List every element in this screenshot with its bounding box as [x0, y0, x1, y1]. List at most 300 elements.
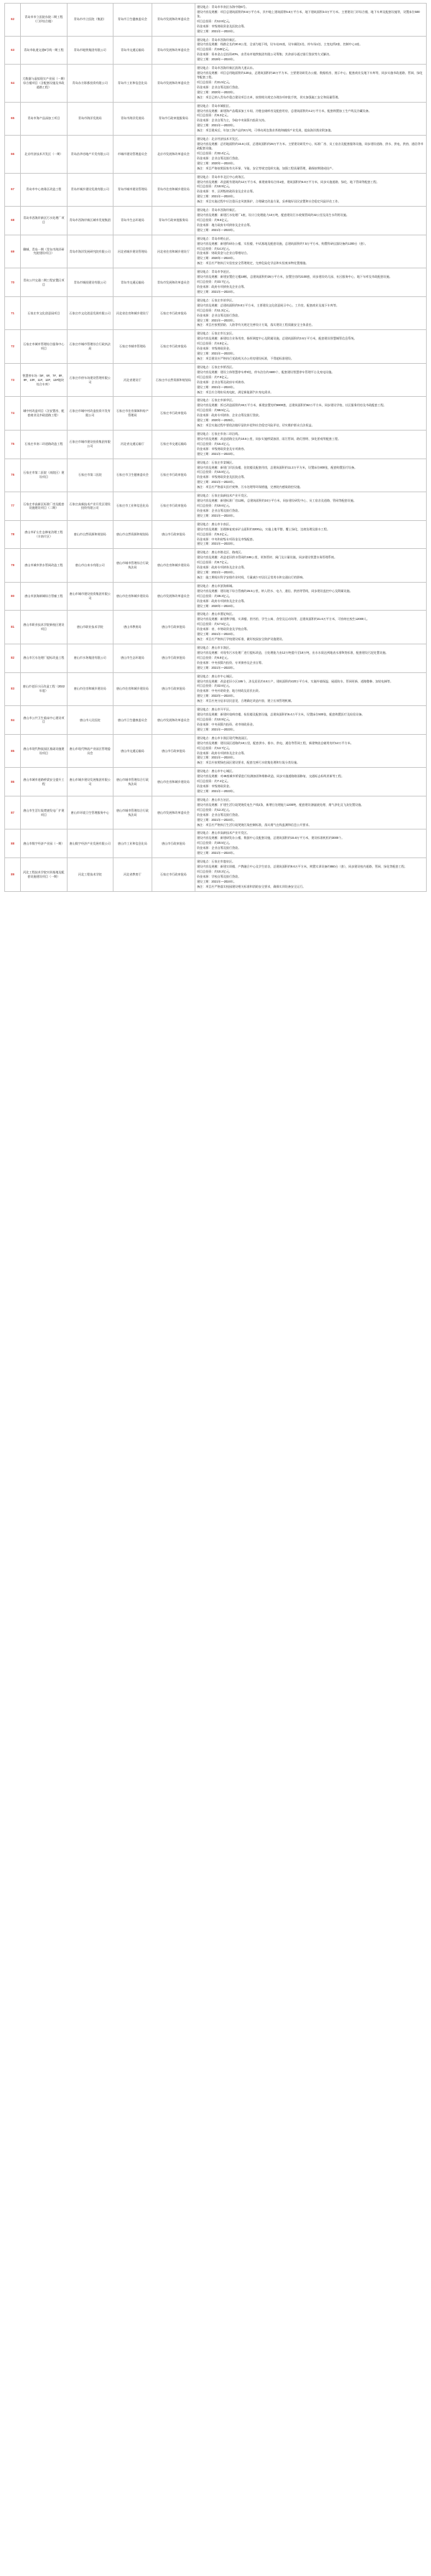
description-line: 建设内容及规模：总建筑面积约9.8万平方米，主要建设文化创意展示中心、工作室、配套商业及地下车库等。 [196, 303, 340, 307]
approval-organization: 河北省住房和城乡建设厅 [152, 235, 195, 268]
project-name: 唐山市矿山生态修复治理工程（丰南片区） [21, 520, 67, 549]
construction-unit: 唐山市水务集团有限公司 [67, 644, 113, 673]
table-row [5, 363, 427, 397]
approval-organization: 青岛市发展和改革委员会 [152, 65, 195, 102]
description-line: 建设地点：石家庄市长安区。 [196, 332, 236, 336]
project-name: 石家庄市城市管理综合服务中心项目 [21, 330, 67, 364]
approval-organization: 唐山市发展和改革委员会 [152, 796, 195, 829]
project-description [195, 672, 426, 706]
project-description [195, 734, 426, 768]
construction-unit: 青岛昌华房地产开发有限公司 [67, 136, 113, 173]
description-line: 建设地点：石家庄市新华区。 [196, 398, 236, 403]
project-name: 石家庄市南二环道路改造工程 [21, 430, 67, 459]
row-index: 62 [5, 4, 21, 37]
project-name: 唐山市现代物流园区基础设施建设项目 [21, 734, 67, 768]
description-line: 资金来源：市级财政资金。 [196, 784, 233, 789]
description-line: 建设内容及规模：建设地下综合管廊约26.5公里，纳入给水、电力、通信、供热等管线，同步建设监控中心及附属设施。 [196, 588, 353, 593]
project-name: 唐山市城市供水管网改造工程 [21, 549, 67, 583]
approval-organization: 石家庄市交通运输局 [152, 430, 195, 459]
construction-unit: 唐山市职业技术学院 [67, 611, 113, 644]
approval-organization: 唐山市行政审批局 [152, 611, 195, 644]
description-line: 建设工期：2021年—2023年。 [196, 451, 236, 456]
description-line: 建设工期：2020年—2024年。 [196, 603, 236, 608]
construction-unit: 石家庄市停车场建设管理有限公司 [67, 363, 113, 397]
project-description [195, 330, 426, 364]
approval-organization: 石家庄市自然资源和规划局 [152, 363, 195, 397]
supervising-department: 河北省城乡建设管理局 [113, 235, 152, 268]
supervising-department: 市城市建设管理委员会 [113, 136, 152, 173]
description-line: 建设地点：唐山市路北区、路南区。 [196, 550, 244, 555]
approval-organization: 唐山市行政审批局 [152, 734, 195, 768]
table-row [5, 397, 427, 431]
supervising-department: 青岛市海洋发展局 [113, 102, 152, 136]
description-line: 建设内容及规模：改造既有建筑约12万平方米，新建商务综合体1座，建筑面积约6.8万平方米，同步实施道路、绿化、地下管网等配套工程。 [196, 179, 379, 184]
construction-unit: 青岛市地铁集团有限公司 [67, 36, 113, 65]
project-description [195, 430, 426, 459]
row-index: 65 [5, 102, 21, 136]
supervising-department: 青岛市交通运输局 [113, 36, 152, 65]
description-line: 项目总投资：约12.3亿元。 [196, 807, 232, 812]
description-line: 建设内容及规模：治理修复废弃矿山面积约3200亩，实施土地平整、覆土绿化、边坡治理及排水工程。 [196, 527, 330, 531]
table-row [5, 36, 427, 65]
description-line: 建设地点：青岛市市北区中心商务区。 [196, 174, 247, 179]
table-row [5, 330, 427, 364]
supervising-department: 河北省建设厅 [113, 363, 152, 397]
approval-organization: 石家庄市行政审批局 [152, 858, 195, 892]
description-line: 建设工期：2021年—2024年。 [196, 385, 236, 389]
description-line: 项目总投资：约21.5亿元。 [196, 80, 232, 84]
project-description [195, 549, 426, 583]
project-name: 青岛市市立医院东院二期工程（门诊综合楼） [21, 4, 67, 37]
description-line: 资金来源：资本金占总投资40%，由青岛市地铁集团有限公司筹集；其余部分通过银行贷款等方式解决。 [196, 52, 333, 57]
description-line: 项目总投资：约68.5亿元。 [196, 408, 232, 413]
supervising-department: 河北省交通运输厅 [113, 430, 152, 459]
description-line: 资金来源：政府专项债券、企业自筹及银行贷款。 [196, 413, 261, 418]
approval-organization: 唐山市行政审批局 [152, 644, 195, 673]
description-line: 建设内容及规模：新建海产品精深加工车间、冷链仓储库房及配套用房，总建筑面积约4.2万平方米，配套购置加工生产线及冷藏设备。 [196, 108, 372, 113]
row-index: 85 [5, 734, 21, 768]
row-index: 82 [5, 644, 21, 673]
description-line: 建设内容及规模：新建传染病房楼、检验楼及配套设施，总建筑面积约6.4万平方米，设置床位500张，配套购置医疗及检验设备。 [196, 713, 365, 717]
description-line: 建设地点：唐山市开平区。 [196, 708, 233, 712]
description-line: 备注：项目已纳入青岛市重点建设项目名单，按照相关规定办理各项审批手续，切实加强施工安全和质量管理。 [196, 95, 341, 99]
description-line: 建设内容及规模：新建实训楼、产教融合中心及学生宿舍，总建筑面积约9.6万平方米，购置实训设备约860台（套），同步建设校内道路、管网、绿化等配套工程。 [196, 864, 407, 868]
project-name: 石家庄市文化创意园项目 [21, 296, 67, 330]
description-line: 备注：项目严格按照国家有关环保、节能、安全等规定组织实施，加强工程质量管理，确保按期建成投产。 [196, 166, 335, 170]
project-name: 唐山市滨海新城综合管廊工程 [21, 582, 67, 611]
description-line: 建设工期：2021年—2023年。 [196, 665, 236, 669]
approval-organization: 石家庄市行政审批局 [152, 459, 195, 492]
description-line: 项目总投资：约20.5亿元。 [196, 841, 232, 845]
table-row [5, 796, 427, 829]
description-line: 项目总投资：约8.7亿元。 [196, 560, 231, 565]
approval-organization: 唐山市行政审批局 [152, 520, 195, 549]
construction-unit: 石家庄高新技术产业开发区建设投资有限公司 [67, 492, 113, 521]
row-index: 88 [5, 829, 21, 858]
description-line: 项目总投资：约22.6亿元。 [196, 684, 232, 688]
approval-organization: 青岛市行政审批服务局 [152, 207, 195, 235]
table-row [5, 611, 427, 644]
description-line: 资金来源：政府专项债券及企业自筹。 [196, 565, 247, 570]
description-line: 建设地点：唐山市中心城区。 [196, 674, 236, 678]
construction-unit: 唐山数字经济产业发展有限公司 [67, 829, 113, 858]
description-line: 资金来源：企业自筹及银行贷款。 [196, 508, 241, 512]
description-line: 建设内容及规模：新建教学楼、实训楼、图书馆、学生公寓、食堂及运动场等，总建筑面积约21.6万平方米，可容纳在校生12000人。 [196, 617, 370, 621]
project-name: 唐山市公共卫生临床中心建设项目 [21, 706, 67, 735]
supervising-department: 青岛市交通运输局 [113, 268, 152, 297]
supervising-department: 唐山市教育局 [113, 611, 152, 644]
project-description [195, 459, 426, 492]
description-line: 备注：施工期间应科学安排作业时间，尽量减少对居民正常用水和交通出行的影响。 [196, 575, 306, 579]
description-line: 备注：项目应严格执行实验室安全管理规定，完善危险化学品和实验废弃物处置措施。 [196, 261, 309, 265]
approval-organization: 青岛市行政审批服务局 [152, 102, 195, 136]
table-row [5, 582, 427, 611]
construction-unit: 唐山市现代物流产业园区管理委员会 [67, 734, 113, 768]
description-line: 建设地点：石家庄市鹿泉区。 [196, 860, 236, 864]
project-description [195, 36, 426, 65]
description-line: 建设地点：青岛市城阳区。 [196, 103, 233, 108]
description-line: 建设内容及规模：新建污水处理厂1座，设计日处理能力10万吨，配套建设污水收集管网约32公里及再生水利用设施。 [196, 213, 349, 217]
construction-unit: 青岛市海洋发展研究院有限公司 [67, 235, 113, 268]
table-row [5, 102, 427, 136]
description-line: 备注：项目应严格落实校园建设相关标准和消防安全要求，确保实训设备安全运行。 [196, 884, 306, 888]
description-line: 建设地点：石家庄市桥西区。 [196, 365, 236, 369]
project-name: 青岛市西海岸新区污水处理厂项目 [21, 207, 67, 235]
construction-unit: 唐山市住房和城乡建设局 [67, 672, 113, 706]
description-line: 建设工期：2021年—2023年。 [196, 227, 236, 232]
construction-unit: 石家庄市第二医院 [67, 459, 113, 492]
description-line: 建设地点：青岛市西海岸新区。 [196, 208, 238, 212]
description-line: 资金来源：政府专项债券及企业自筹。 [196, 285, 247, 289]
description-line: 资金来源：企业自筹及银行贷款。 [196, 156, 241, 160]
row-index: 69 [5, 235, 21, 268]
project-description [195, 296, 426, 330]
supervising-department: 唐山市住房和城乡建设局 [113, 582, 152, 611]
supervising-department: 石家庄市工业和信息化局 [113, 492, 152, 521]
description-line: 建设内容及规模：改造老旧小区186个，涉及居民约4.6万户，建筑面积约420万平方米，实施外墙保温、屋面防水、管网更新、道路整修、加装电梯等。 [196, 679, 394, 683]
description-line: 建设工期：2020年—2024年。 [196, 256, 236, 260]
description-line: 建设内容及规模：建设园区道路约18公里，配套供水、排水、供电、通信等管网工程，新建物流仓储用房约12万平方米。 [196, 741, 353, 745]
construction-unit: 青岛市城乡建设发展有限公司 [67, 173, 113, 207]
approval-organization: 石家庄市行政审批局 [152, 330, 195, 364]
project-description [195, 173, 426, 207]
description-line: 建设地点：北京经济技术开发区。 [196, 137, 241, 141]
description-line: 备注：项目建成后，年加工海产品约8万吨，可带动周边渔业养殖和捕捞产业发展，提高海洋渔业附加值。 [196, 128, 334, 133]
supervising-department: 唐山市生态环境局 [113, 644, 152, 673]
description-line: 备注：项目建设应严格执行党政机关办公用房建设标准，不得超标准建设。 [196, 357, 295, 360]
table-row [5, 235, 427, 268]
supervising-department: 青岛市卫生健康委员会 [113, 4, 152, 37]
description-line: 资金来源：政府专项债券及企业自筹。 [196, 598, 247, 603]
description-line: 建设内容及规模：对现有污水处理厂进行提标改造，日处理能力由12万吨提升至18万吨，出水水质达到地表水准Ⅳ类标准，配套建设污泥处置设施。 [196, 650, 389, 654]
supervising-department: 青岛市城市建设管理局 [113, 173, 152, 207]
project-name: 青岛市轨道交通6号线一期工程 [21, 36, 67, 65]
approval-organization: 青岛市住房和城乡建设局 [152, 173, 195, 207]
description-line: 项目总投资：约7.9亿元。 [196, 375, 231, 379]
description-line: 资金来源：政府专项债券及企业自筹。 [196, 751, 247, 755]
description-line: 建设内容及规模：新建门诊医技楼、住院楼及配套用房，总建筑面积约11.2万平方米，设置床位800张，配套购置医疗设备。 [196, 465, 358, 469]
construction-unit: 唐山市城市建设投资集团有限公司 [67, 582, 113, 611]
table-row [5, 520, 427, 549]
description-line: 建设工期：2021年—2023年。 [196, 542, 236, 546]
description-line: 资金来源：企业自筹及银行贷款。 [196, 812, 241, 817]
table-row [5, 207, 427, 235]
project-name: 城中村改造项目（含安置房、配套商业及市政道路工程） [21, 397, 67, 431]
table-row [5, 644, 427, 673]
project-name: 唐山市数字经济产业园（一期） [21, 829, 67, 858]
description-line: 项目总投资：约7.4亿元。 [196, 779, 231, 784]
project-description [195, 268, 426, 297]
description-line: 项目总投资：约14.2亿元。 [196, 246, 232, 250]
supervising-department: 唐山市住房和城乡建设局 [113, 672, 152, 706]
description-line: 建设内容及规模：扩建生活垃圾焚烧发电生产线2条，新增日处理能力1200吨，配套建设渗滤液处理、烟气净化及飞灰处置设施。 [196, 802, 364, 807]
description-line: 建设工期：2021年—2023年。 [196, 318, 236, 322]
project-name: 大数据与虚拟现实产业园（一期）综合楼项目（含配套设施及市政道路工程） [21, 65, 67, 102]
description-line: 建设地点：唐山市中心城区。 [196, 769, 236, 774]
description-line: 建设内容及规模：改造老旧供水管网约186公里，更换管材、阀门及计量设施，同步建设智慧水务管理系统。 [196, 555, 338, 560]
project-name: 青岛公共交通二期工程安置区项目 [21, 268, 67, 297]
row-index: 78 [5, 520, 21, 549]
supervising-department: 唐山市城市管理综合行政执法局 [113, 768, 152, 796]
row-index: 89 [5, 858, 21, 892]
description-line: 建设工期：2020年—2023年。 [196, 90, 236, 94]
approval-organization: 唐山市行政审批局 [152, 672, 195, 706]
row-index: 81 [5, 611, 21, 644]
description-line: 资金来源：财政资金与企业自筹相结合。 [196, 251, 250, 255]
description-line: 项目总投资：约17.5亿元。 [196, 622, 232, 626]
description-line: 项目总投资：约15.8亿元。 [196, 470, 232, 474]
table-row [5, 136, 427, 173]
project-description [195, 363, 426, 397]
description-line: 项目总投资：约18.9亿元。 [196, 184, 232, 189]
supervising-department: 青岛市工业和信息化局 [113, 65, 152, 102]
row-index: 64 [5, 65, 21, 102]
construction-unit: 唐山市人民医院 [67, 706, 113, 735]
description-line: 备注：项目应严格执行生活垃圾焚烧污染控制标准，落实烟气在线监测和信息公开要求。 [196, 822, 312, 827]
description-line: 项目总投资：约12.8亿元。 [196, 19, 232, 23]
project-description [195, 136, 426, 173]
project-name: 聊城、青岛一期（青岛市海洋研究院建设项目） [21, 235, 67, 268]
description-line: 建设地点：青岛市西海岸新区滨海大道以东。 [196, 66, 256, 70]
description-line: 建设内容及规模：拆迁改造面积约46万平方米，新建安置房约5800套，总建筑面积约62万平方米，同步建设学校、社区服务用房及市政配套工程。 [196, 403, 386, 408]
description-line: 项目总投资：约6.8亿元。 [196, 655, 231, 659]
approval-organization: 唐山市住房和城乡建设局 [152, 768, 195, 796]
description-line: 资金来源：市、区两级财政资金及企业自筹。 [196, 189, 256, 194]
description-line: 建设内容及规模：对48座城市桥梁进行检测加固和维修改造，同步实施道路路面修复、交通标志标线更新等工程。 [196, 774, 345, 779]
row-index: 75 [5, 430, 21, 459]
description-line: 建设地点：石家庄市南二环沿线。 [196, 431, 241, 436]
project-name: 石家庄市高新区标准厂房及配套设施建设项目（二期） [21, 492, 67, 521]
construction-unit: 石家庄市城中村改造投资开发有限公司 [67, 397, 113, 431]
supervising-department: 唐山市城市管理综合行政执法局 [113, 796, 152, 829]
row-index: 73 [5, 363, 21, 397]
description-line: 建设工期：2020年—2025年。 [196, 418, 236, 423]
table-row [5, 734, 427, 768]
project-description [195, 768, 426, 796]
table-row [5, 706, 427, 735]
table-row [5, 768, 427, 796]
description-line: 建设地点：唐山市古冶区。 [196, 797, 233, 802]
description-line: 资金来源：企业自筹及银行贷款。 [196, 846, 241, 850]
description-line: 建设工期：2021年—2023年。 [196, 352, 236, 356]
description-line: 资金来源：市级财政资金及医院自筹。 [196, 24, 247, 28]
table-body [5, 4, 427, 892]
description-line: 备注：项目应严格执行学校建设标准，做好校园安全防护设施建设。 [196, 637, 285, 641]
description-line: 资金来源：企业自筹及银行贷款。 [196, 85, 241, 89]
description-line: 建设地点：青岛市崂山区。 [196, 236, 233, 240]
supervising-department: 唐山市城市管理综合行政执法局 [113, 549, 152, 583]
approval-organization: 唐山市发展和改革委员会 [152, 706, 195, 735]
project-description [195, 102, 426, 136]
description-line: 建设工期：2021年—2024年。 [196, 879, 236, 883]
project-name: 唐山市职业技术学院新校区建设项目 [21, 611, 67, 644]
project-description [195, 207, 426, 235]
row-index: 72 [5, 330, 21, 364]
row-index: 77 [5, 492, 21, 521]
project-name: 河北工程技术学院实训基地及配套设施建设项目（一期） [21, 858, 67, 892]
description-line: 建设地点：石家庄市栾城区。 [196, 460, 236, 464]
project-name: 智慧停车场（5#、6#、7#、8#、9#、10#、11#、12#、13#地块综合车库） [21, 363, 67, 397]
description-line: 备注：项目应按照绿色园区建设要求，配套完善污水收集处理和垃圾分类设施。 [196, 761, 300, 765]
description-line: 资金来源：地方政府专项债券及企业自筹。 [196, 222, 253, 227]
description-line: 建设工期：2021年—2024年。 [196, 817, 236, 822]
description-line: 项目总投资：约28.3亿元。 [196, 593, 232, 598]
construction-unit: 河北工程技术学院 [67, 858, 113, 892]
description-line: 建设工期：2021年—2023年。 [196, 789, 236, 793]
supervising-department: 唐山市自然资源和规划局 [113, 520, 152, 549]
description-line: 资金来源：中央和省级专项资金及市级配套。 [196, 537, 256, 541]
row-index: 70 [5, 268, 21, 297]
row-index: 79 [5, 549, 21, 583]
project-name: 唐山市老旧小区改造工程（2022年度） [21, 672, 67, 706]
table-row [5, 173, 427, 207]
project-description [195, 829, 426, 858]
supervising-department: 唐山市卫生健康委员会 [113, 706, 152, 735]
approval-organization: 青岛市发展和改革委员会 [152, 36, 195, 65]
project-description [195, 611, 426, 644]
description-line: 建设工期：2021年—2024年。 [196, 632, 236, 636]
approval-organization: 唐山市住房和城乡建设局 [152, 549, 195, 583]
description-line: 建设工期：2019年—2024年。 [196, 57, 236, 62]
description-line: 资金来源：市级财政资金。 [196, 347, 233, 351]
approval-organization: 唐山市发展和改革委员会 [152, 582, 195, 611]
project-description [195, 796, 426, 829]
description-line: 资金来源：省、市财政资金及学校自筹。 [196, 627, 250, 631]
description-line: 建设内容及规模：项目总建筑面积约8.6万平方米，其中地上建筑面积5.6万平方米，地下建筑面积3.0万平方米。主要建设门诊综合楼、地下车库及配套设施等，设置床位500张。 [196, 9, 420, 18]
description-line: 建设内容及规模：新建研发办公楼、数据中心及配套设施，总建筑面积约15.8万平方米，建设标准机柜约3000个。 [196, 836, 345, 840]
project-description [195, 65, 426, 102]
project-description [195, 858, 426, 892]
description-line: 建设地点：唐山市丰润区。 [196, 646, 233, 650]
description-line: 资金来源：企业自筹及银行贷款。 [196, 313, 241, 317]
table-row [5, 549, 427, 583]
description-line: 建设工期：2021年—2024年。 [196, 289, 236, 293]
description-line: 建设地点：青岛市李沧区。 [196, 270, 233, 274]
table-row [5, 430, 427, 459]
document-page [0, 0, 431, 899]
description-line: 项目总投资：约16.4亿元。 [196, 441, 232, 446]
description-line: 项目总投资：约9.6亿元。 [196, 217, 231, 222]
description-line: 建设工期：2021年—2024年。 [196, 570, 236, 575]
approval-organization: 青岛市发展和改革委员会 [152, 268, 195, 297]
description-line: 项目总投资：约248亿元。 [196, 47, 231, 52]
supervising-department: 河北省教育厅 [113, 858, 152, 892]
row-index: 63 [5, 36, 21, 65]
approval-organization: 北京市发展和改革委员会 [152, 136, 195, 173]
row-index: 86 [5, 768, 21, 796]
description-line: 建设工期：2021年—2023年。 [196, 727, 236, 731]
description-line: 备注：项目应严格落实医疗废物、污水处理等环保措施，完善院内感染防控设施。 [196, 485, 303, 489]
description-line: 建设内容及规模：新建综合业务用房、指挥调度中心及附属设施，总建筑面积约3.6万平方米，配套建设智慧城管信息系统。 [196, 337, 357, 341]
table-row [5, 829, 427, 858]
supervising-department: 青岛市生态环境局 [113, 207, 152, 235]
table-row [5, 459, 427, 492]
description-line: 项目总投资：约19.6亿元。 [196, 503, 232, 507]
table-row [5, 672, 427, 706]
row-index: 74 [5, 397, 21, 431]
description-line: 建设地点：石家庄高新技术产业开发区。 [196, 494, 250, 498]
construction-unit: 石家庄市城市建设投资集团有限公司 [67, 430, 113, 459]
description-line: 项目总投资：约6.3亿元。 [196, 113, 231, 118]
description-line: 资金来源：市级财政资金及医院自筹。 [196, 475, 247, 479]
project-description [195, 706, 426, 735]
construction-unit: 青岛市城投建设有限公司 [67, 268, 113, 297]
description-line: 备注：项目实施过程中要依法做好征收补偿和社会稳定风险评估，切实维护群众合法权益。 [196, 423, 315, 428]
description-line: 建设地点：唐山市滨海新城。 [196, 583, 236, 588]
construction-unit: 唐山市自然资源和规划局 [67, 520, 113, 549]
description-line: 建设内容及规模：新建安置住宅楼18栋，总建筑面积约26万平方米，安置住房约2100套，同步建设幼儿园、社区服务中心、地下车库及市政配套设施。 [196, 275, 392, 279]
construction-unit: 唐山市自来水有限公司 [67, 549, 113, 583]
construction-unit: 唐山市环境卫生管理服务中心 [67, 796, 113, 829]
description-line: 项目总投资：约23.7亿元。 [196, 280, 232, 284]
project-description [195, 4, 426, 37]
description-line: 建设地点：唐山市丰南区。 [196, 522, 233, 526]
row-index: 68 [5, 207, 21, 235]
description-line: 建设内容及规模：新建标准厂房12栋，总建筑面积约24万平方米，同步建设研发中心、员工宿舍及道路、管网等配套设施。 [196, 499, 356, 503]
description-line: 资金来源：企业自筹为主，争取中央预算内投资支持。 [196, 118, 268, 123]
description-line: 建设地点：唐山市高新技术产业开发区。 [196, 831, 250, 835]
description-line: 建设内容及规模：建设立体智慧停车库9处，停车泊位约4600个，配套建设智慧停车管理平台及充电设施。 [196, 370, 335, 374]
description-line: 资金来源：企业自筹及政府专项债券。 [196, 380, 247, 384]
description-line: 建设内容及规模：新建科研办公楼、实验楼、中试基地及配套设施，总建筑面积约7.5万平方米，购置科研仪器设备约1200台（套）。 [196, 241, 368, 245]
project-name: 北京经济技术开发区（一期） [21, 136, 67, 173]
table-row [5, 268, 427, 297]
row-index: 71 [5, 296, 21, 330]
description-line: 备注：项目应合理布局充电桩，满足新能源汽车充电需求。 [196, 390, 274, 394]
project-name: 唐山市污水处理厂提标改造工程 [21, 644, 67, 673]
construction-unit: 青岛市海洋发展局 [67, 102, 113, 136]
description-line: 项目总投资：约11.3亿元。 [196, 308, 232, 312]
project-description [195, 644, 426, 673]
supervising-department: 石家庄市住房保障和房产管理局 [113, 397, 152, 431]
construction-unit: 青岛东方影都投资有限公司 [67, 65, 113, 102]
description-line: 项目总投资：约4.8亿元。 [196, 342, 231, 346]
supervising-department: 石家庄市城市管理局 [113, 330, 152, 364]
description-line: 资金来源：市级财政资金及专项债券。 [196, 446, 247, 451]
project-name: 唐山市生活垃圾焚烧发电厂扩建项目 [21, 796, 67, 829]
description-line: 建设工期：2021年—2024年。 [196, 480, 236, 484]
row-index: 66 [5, 136, 21, 173]
approval-organization: 石家庄市行政审批局 [152, 492, 195, 521]
table-row [5, 492, 427, 521]
description-line: 备注：项目应按照消防、人防等有关规定完善设计方案，落实建设工程质量安全主体责任。 [196, 323, 315, 327]
description-line: 建设工期：2022年—2024年。 [196, 694, 236, 698]
supervising-department: 唐山市工业和信息化局 [113, 829, 152, 858]
project-name: 青岛市中心商务区改造工程 [21, 173, 67, 207]
description-line: 项目总投资：约32.4亿元。 [196, 151, 232, 155]
description-line: 资金来源：中央预算内投资、专项债券及企业自筹。 [196, 660, 265, 664]
row-index: 83 [5, 672, 21, 706]
